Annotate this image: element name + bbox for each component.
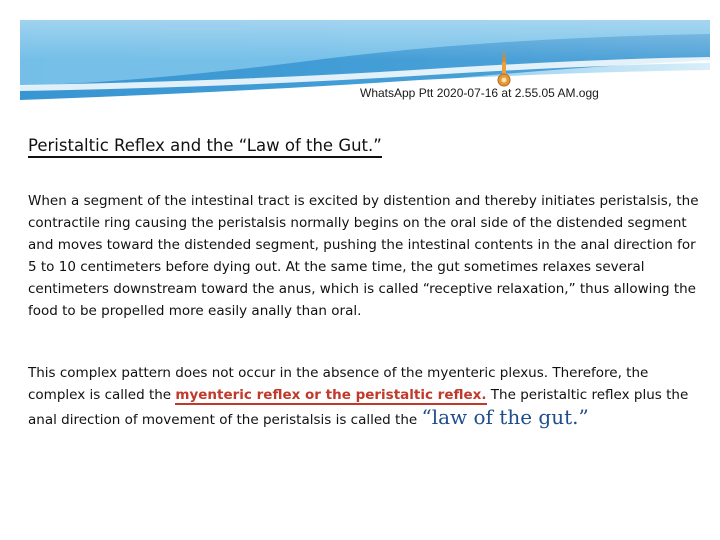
law-of-the-gut-emphasis: “law of the gut.”	[421, 405, 589, 429]
audio-file-icon[interactable]	[496, 47, 512, 89]
header-banner	[0, 0, 720, 120]
paragraph-peristaltic-reflex	[28, 362, 708, 431]
heading-text: Peristaltic Reflex and the “Law of the Gut.”	[28, 136, 382, 158]
slide-heading	[28, 136, 488, 155]
paragraph2-text-part1: This complex pattern does not occur in the absence of the myenteric plexus. Therefore, the complex is called the	[28, 365, 649, 403]
myenteric-reflex-highlight: myenteric reflex or the peristaltic reflex.	[175, 387, 487, 403]
paragraph-receptive-relaxation: When a segment of the intestinal tract is excited by distention and thereby initiates peristalsis, the contractile ring causing the peristalsis normally begins on the oral side of the distended segment and moves toward the distended segment, pushing the intestinal contents in the anal direction for 5 to 10 centimeters before dying out. At the same time, the gut sometimes relaxes several centimeters downstream toward the anus, which is called “receptive relaxation,” thus allowing the food to be propelled more easily anally than oral.	[28, 193, 699, 319]
audio-file-caption[interactable]: WhatsApp Ptt 2020-07-16 at 2.55.05 AM.ogg	[360, 86, 599, 100]
paragraph2-text-part2: The peristaltic reflex plus the anal direction of movement of the peristalsis is called the	[28, 387, 689, 428]
